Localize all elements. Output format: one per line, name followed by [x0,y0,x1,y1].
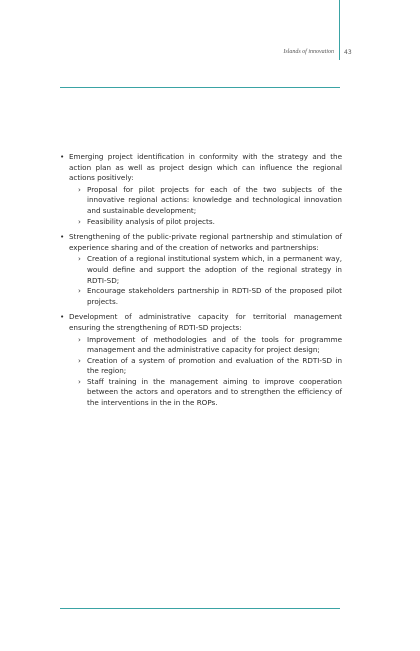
sub-marker: › [78,376,81,386]
sub-marker: › [78,334,81,344]
bullet-item [60,312,342,408]
bullet-marker: • [60,232,65,242]
sub-marker: › [78,254,81,264]
sub-item [69,377,342,409]
header-rule [60,87,340,88]
bullet-marker: • [60,152,65,161]
header-divider-line [339,0,340,60]
sub-item [69,286,342,307]
sub-item [69,185,342,217]
bullet-text: Development of administrative capacity for territorial management ensuring the strengthening of RDTI-SD projects: [69,312,342,332]
sub-marker: › [78,184,81,194]
sub-list [69,185,342,227]
sub-marker: › [78,355,81,365]
page-number: 43 [344,49,352,56]
bullet-text: Emerging project identification in conformity with the strategy and the action plan as well as project design which can influence the regional actions positively: [69,152,342,183]
sub-text: Encourage stakeholders partnership in RDTI-SD of the proposed pilot projects. [87,286,342,306]
bullet-text: Strengthening of the public-private regional partnership and stimulation of experience sharing and of the creation of networks and partnerships: [69,232,342,252]
sub-text: Proposal for pilot projects for each of the two subjects of the innovative regional actions: knowledge and technological innovation and sustainable development; [87,184,342,215]
bullet-item [60,232,342,307]
sub-marker: › [78,216,81,226]
sub-text: Creation of a regional institutional system which, in a permanent way, would define and support the adoption of the regional strategy in RDTI-SD; [87,254,342,285]
sub-item [69,254,342,286]
sub-item [69,335,342,356]
footer-rule [60,608,340,609]
sub-marker: › [78,286,81,296]
sub-item [69,217,342,228]
bullet-list [60,152,342,414]
sub-item [69,356,342,377]
running-header-title: Islands of innovation [283,49,334,55]
sub-text: Staff training in the management aiming to improve cooperation between the actors and operators and to strengthen the efficiency of the interventions in the in the ROPs. [87,376,342,408]
sub-text: Creation of a system of promotion and evaluation of the RDTI-SD in the region; [87,355,342,376]
bullet-item [60,152,342,227]
sub-text: Improvement of methodologies and of the tools for programme management and the administrative capacity for project design; [87,334,342,355]
sub-text: Feasibility analysis of pilot projects. [87,216,215,226]
sub-list [69,335,342,409]
sub-list [69,254,342,307]
bullet-marker: • [60,312,65,322]
